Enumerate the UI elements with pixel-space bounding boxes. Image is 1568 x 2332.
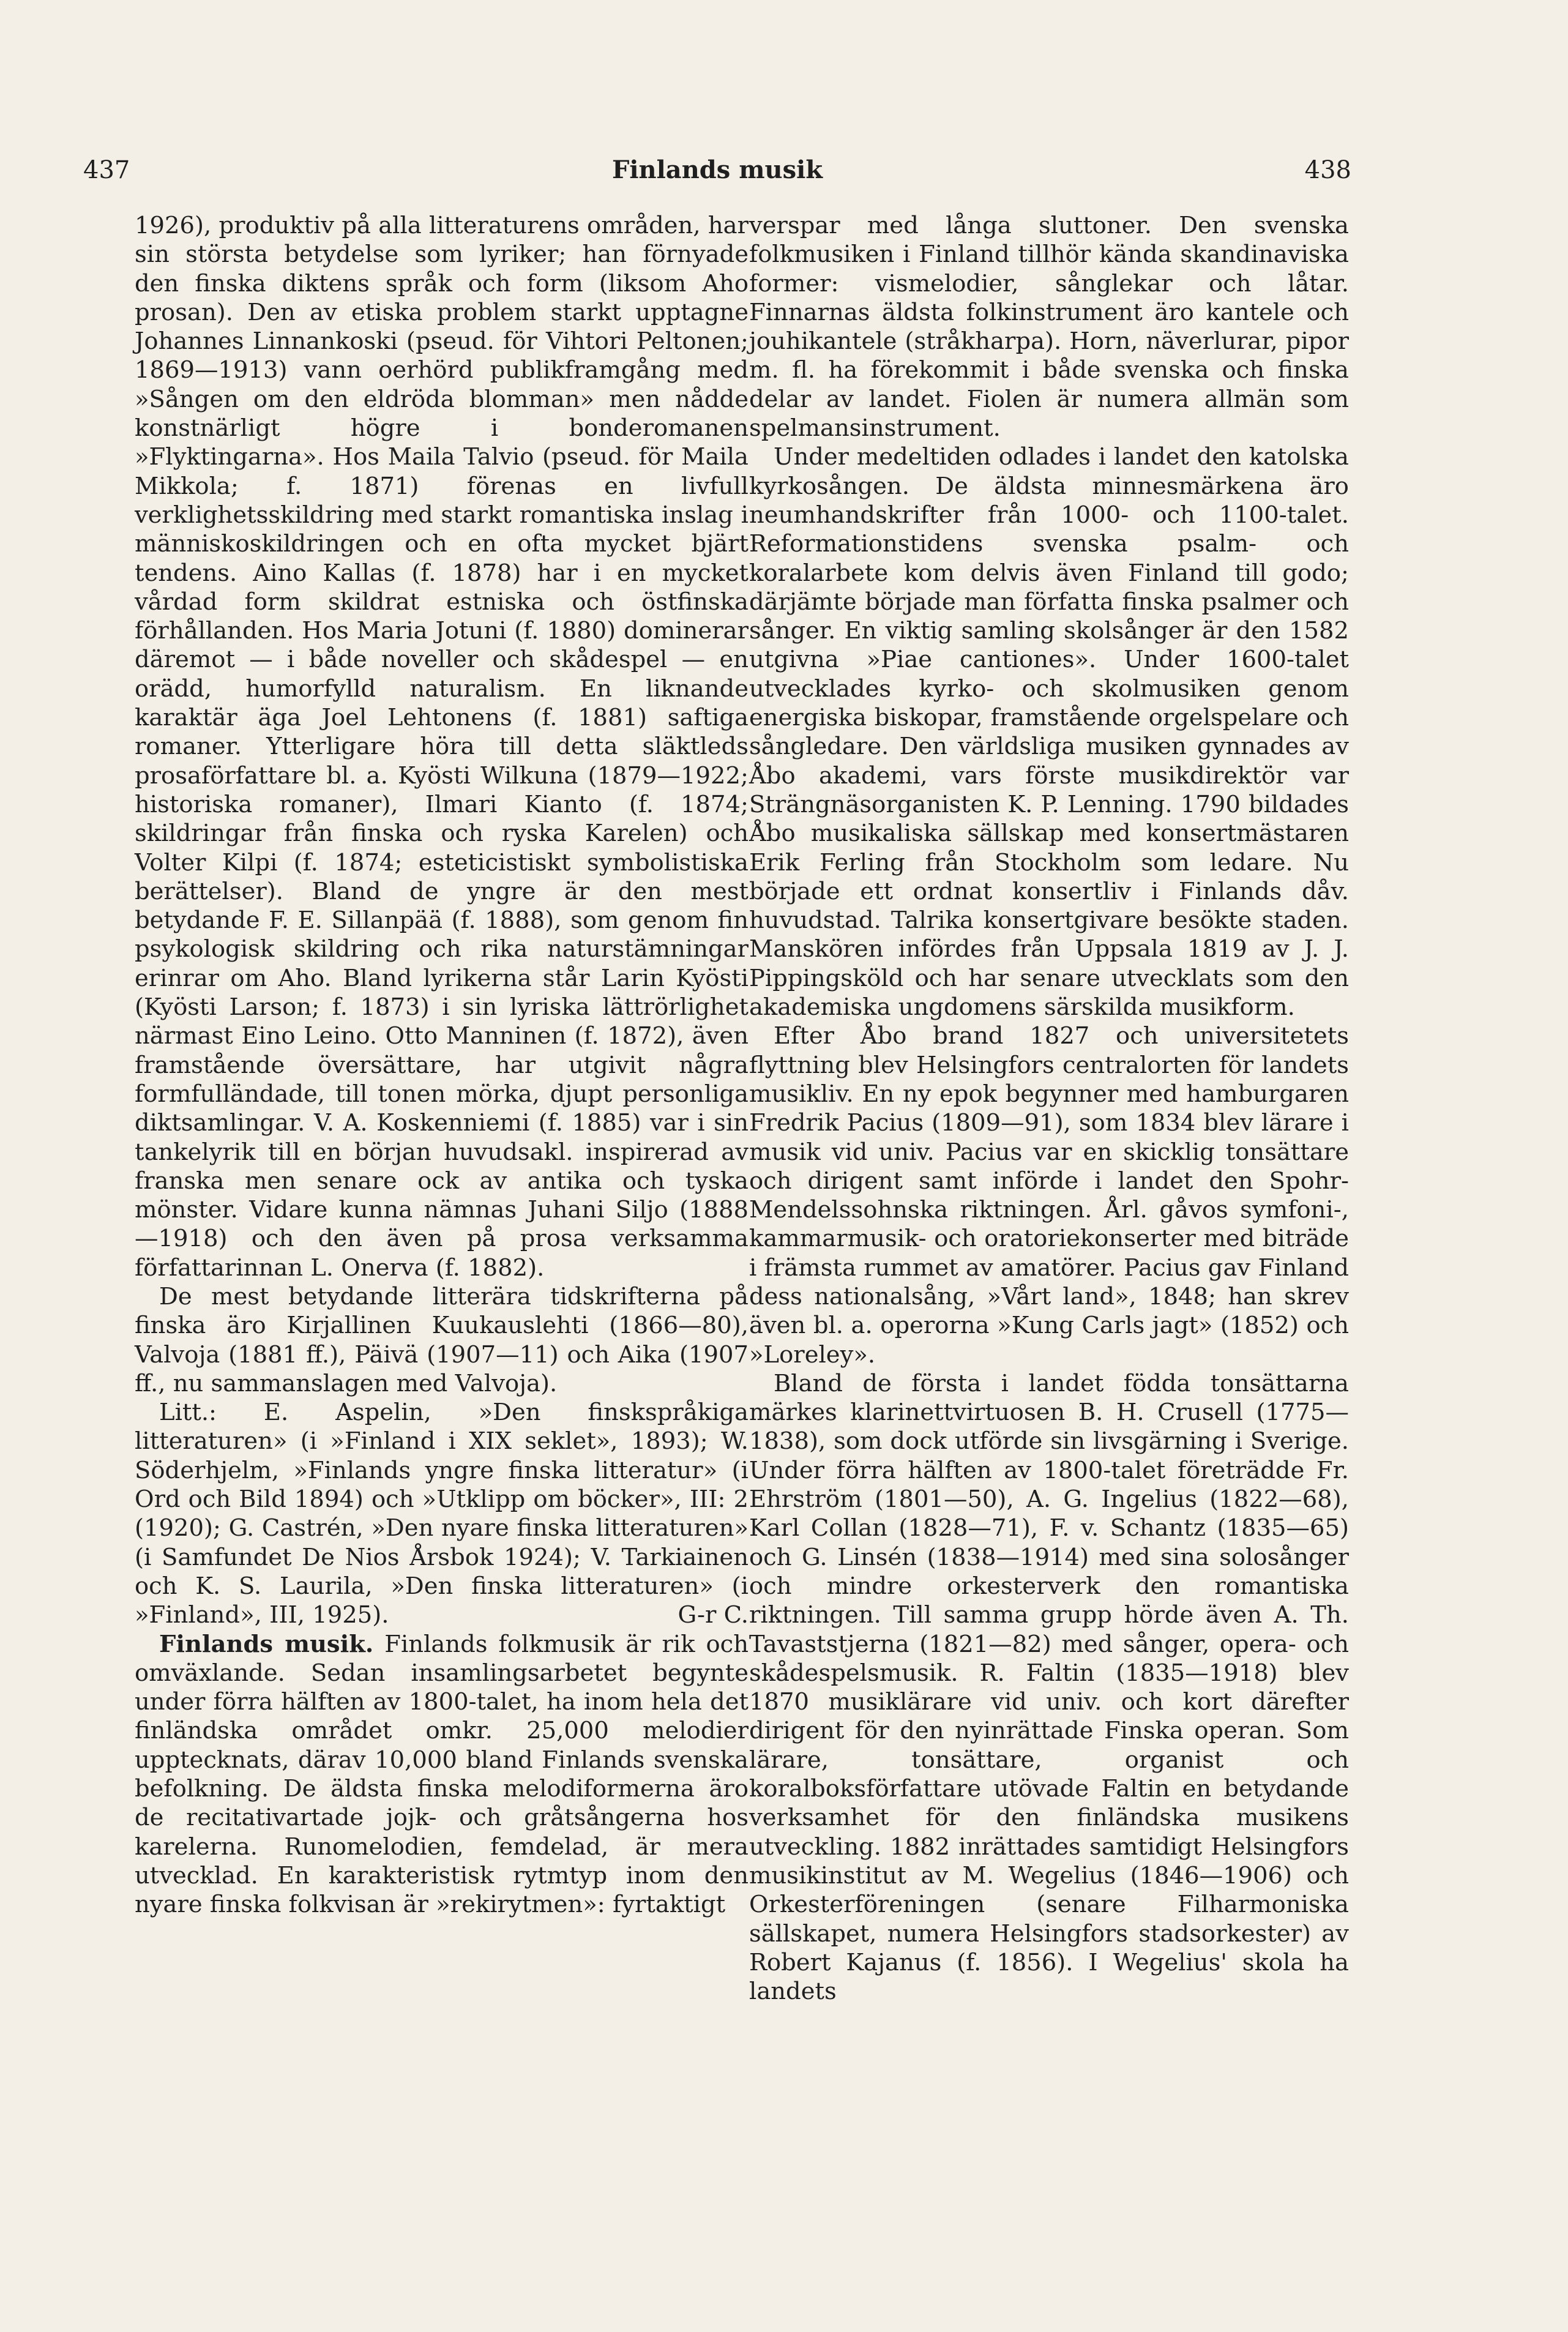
page-number-left: 437 (83, 156, 130, 184)
paragraph-folk-music: verspar med långa sluttoner. Den svenska folkmusiken i Finland tillhör kända skandinaviska former: vismelodier, sånglekar och låtar. Finnarnas äldsta folkinstrument äro kantele och jouhikantele (stråkharpa). Horn, näverlurar, pipor m. fl. ha förekommit i både svenska och finska delar av landet. Fiolen är numera allmän som spelmansinstrument. (749, 212, 1349, 443)
references-text: Litt.: E. Aspelin, »Den finskspråkiga litteraturen» (i »Finland i XIX seklet», 1893); W. Söderhjelm, »Finlands yngre finska litteratur» (i Ord och Bild 1894) och »Utklipp om böcker», III: 2 (1920); G. Castrén, »Den nyare finska litteraturen» (i Samfundet De Nios Årsbok 1924); V. Tarkiainen och K. S. Laurila, »Den finska litteraturen» (i »Finland», III, 1925). (135, 1399, 749, 1629)
right-column (749, 211, 1349, 2006)
left-column (135, 211, 749, 1919)
page-header (83, 152, 1351, 189)
page-number-right: 438 (1304, 156, 1351, 184)
article-intro-text: Finlands folkmusik är rik och omväxlande. Sedan insamlingsarbetet begynte under förra hälften av 1800-talet, ha inom hela det finländska området omkr. 25,000 melodier upptecknats, därav 10,000 bland Finlands svenska befolkning. De äldsta finska melodiformerna äro de recitativartade jojk- och gråtsångerna hos karelerna. Runomelodien, femdelad, är mera utvecklad. En karakteristisk rytmtyp inom den nyare finska folkvisan är »rekirytmen»: fyrtaktigt (135, 1630, 749, 1919)
paragraph-composers: Bland de första i landet födda tonsättarna märkes klarinettvirtuosen B. H. Crusell (1775—1838), som dock utförde sin livsgärning i Sverige. Under förra hälften av 1800-talet företrädde Fr. Ehrström (1801—50), A. G. Ingelius (1822—68), Karl Collan (1828—71), F. v. Schantz (1835—65) och G. Linsén (1838—1914) med sina solosånger och mindre orkesterverk den romantiska riktningen. Till samma grupp hörde även A. Th. Tavaststjerna (1821—82) med sånger, opera- och skådespelsmusik. R. Faltin (1835—1918) blev 1870 musiklärare vid univ. och kort därefter dirigent för den nyinrättade Finska operan. Som lärare, tonsättare, organist och koralboksförfattare utövade Faltin en betydande verksamhet för den finländska musikens utveckling. 1882 inrättades samtidigt Helsingfors musikinstitut av M. Wegelius (1846—1906) och Orkesterföreningen (senare Filharmoniska sällskapet, numera Helsingfors stadsorkester) av Robert Kajanus (f. 1856). I Wegelius' skola ha landets (749, 1369, 1349, 2006)
paragraph-literary-journals: De mest betydande litterära tidskrifterna på finska äro Kirjallinen Kuukauslehti (1866—80), Valvoja (1881 ff.), Päivä (1907—11) och Aika (1907 ff., nu sammanslagen med Valvoja). (135, 1282, 749, 1397)
paragraph-finlands-musik (135, 1630, 749, 1919)
author-signature: G-r C. (678, 1601, 749, 1629)
paragraph-helsingfors-era: Efter Åbo brand 1827 och universitetets flyttning blev Helsingfors centralorten för landets musikliv. En ny epok begynner med hamburgaren Fredrik Pacius (1809—91), som 1834 blev lärare i musik vid univ. Pacius var en skicklig tonsättare och dirigent samt införde i landet den Spohr-Mendelssohnska riktningen. Årl. gåvos symfoni-, kammarmusik- och oratoriekonserter med biträde i främsta rummet av amatörer. Pacius gav Finland dess nationalsång, »Vårt land», 1848; han skrev även bl. a. operorna »Kung Carls jagt» (1852) och »Loreley». (749, 1022, 1349, 1369)
paragraph-literature-references (135, 1398, 749, 1629)
article-heading: Finlands musik. (159, 1630, 374, 1658)
paragraph-finnish-literature: 1926), produktiv på alla litteraturens områden, har sin största betydelse som lyriker; han förnyade den finska diktens språk och form (liksom Aho prosan). Den av etiska problem starkt upptagne Johannes Linnankoski (pseud. för Vihtori Peltonen; 1869—1913) vann oerhörd publikframgång med »Sången om den eldröda blomman» men nådde konstnärligt högre i bonderomanen »Flyktingarna». Hos Maila Talvio (pseud. för Maila Mikkola; f. 1871) förenas en livfull verklighetsskildring med starkt romantiska inslag i människoskildringen och en ofta mycket bjärt tendens. Aino Kallas (f. 1878) har i en mycket vårdad form skildrat estniska och östfinska förhållanden. Hos Maria Jotuni (f. 1880) dominerar däremot — i både noveller och skådespel — en orädd, humorfylld naturalism. En liknande karaktär äga Joel Lehtonens (f. 1881) saftiga romaner. Ytterligare höra till detta släktleds prosaförfattare bl. a. Kyösti Wilkuna (1879—1922; historiska romaner), Ilmari Kianto (f. 1874; skildringar från finska och ryska Karelen) och Volter Kilpi (f. 1874; esteticistiskt symbolistiska berättelser). Bland de yngre är den mest betydande F. E. Sillanpää (f. 1888), som genom fin psykologisk skildring och rika naturstämningar erinrar om Aho. Bland lyrikerna står Larin Kyösti (Kyösti Larson; f. 1873) i sin lyriska lättrörlighet närmast Eino Leino. Otto Manninen (f. 1872), även framstående översättare, har utgivit några formfulländade, till tonen mörka, djupt personliga diktsamlingar. V. A. Koskenniemi (f. 1885) var i sin tankelyrik till en början huvudsakl. inspirerad av franska men senare ock av antika och tyska mönster. Vidare kunna nämnas Juhani Siljo (1888—1918) och den även på prosa verksamma författarinnan L. Onerva (f. 1882). (135, 212, 749, 1282)
running-title: Finlands musik (611, 155, 823, 184)
paragraph-medieval-music: Under medeltiden odlades i landet den katolska kyrkosången. De äldsta minnesmärkena äro neumhandskrifter från 1000- och 1100-talet. Reformationstidens svenska psalm- och koralarbete kom delvis även Finland till godo; därjämte började man författa finska psalmer och sånger. En viktig samling skolsånger är den 1582 utgivna »Piae cantiones». Under 1600-talet utvecklades kyrko- och skolmusiken genom energiska biskopar, framstående orgelspelare och sångledare. Den världsliga musiken gynnades av Åbo akademi, vars förste musikdirektör var Strängnäsorganisten K. P. Lenning. 1790 bildades Åbo musikaliska sällskap med konsertmästaren Erik Ferling från Stockholm som ledare. Nu började ett ordnat konsertliv i Finlands dåv. huvudstad. Talrika konsertgivare besökte staden. Manskören infördes från Uppsala 1819 av J. J. Pippingsköld och har senare utvecklats som den akademiska ungdomens särskilda musikform. (749, 443, 1349, 1022)
